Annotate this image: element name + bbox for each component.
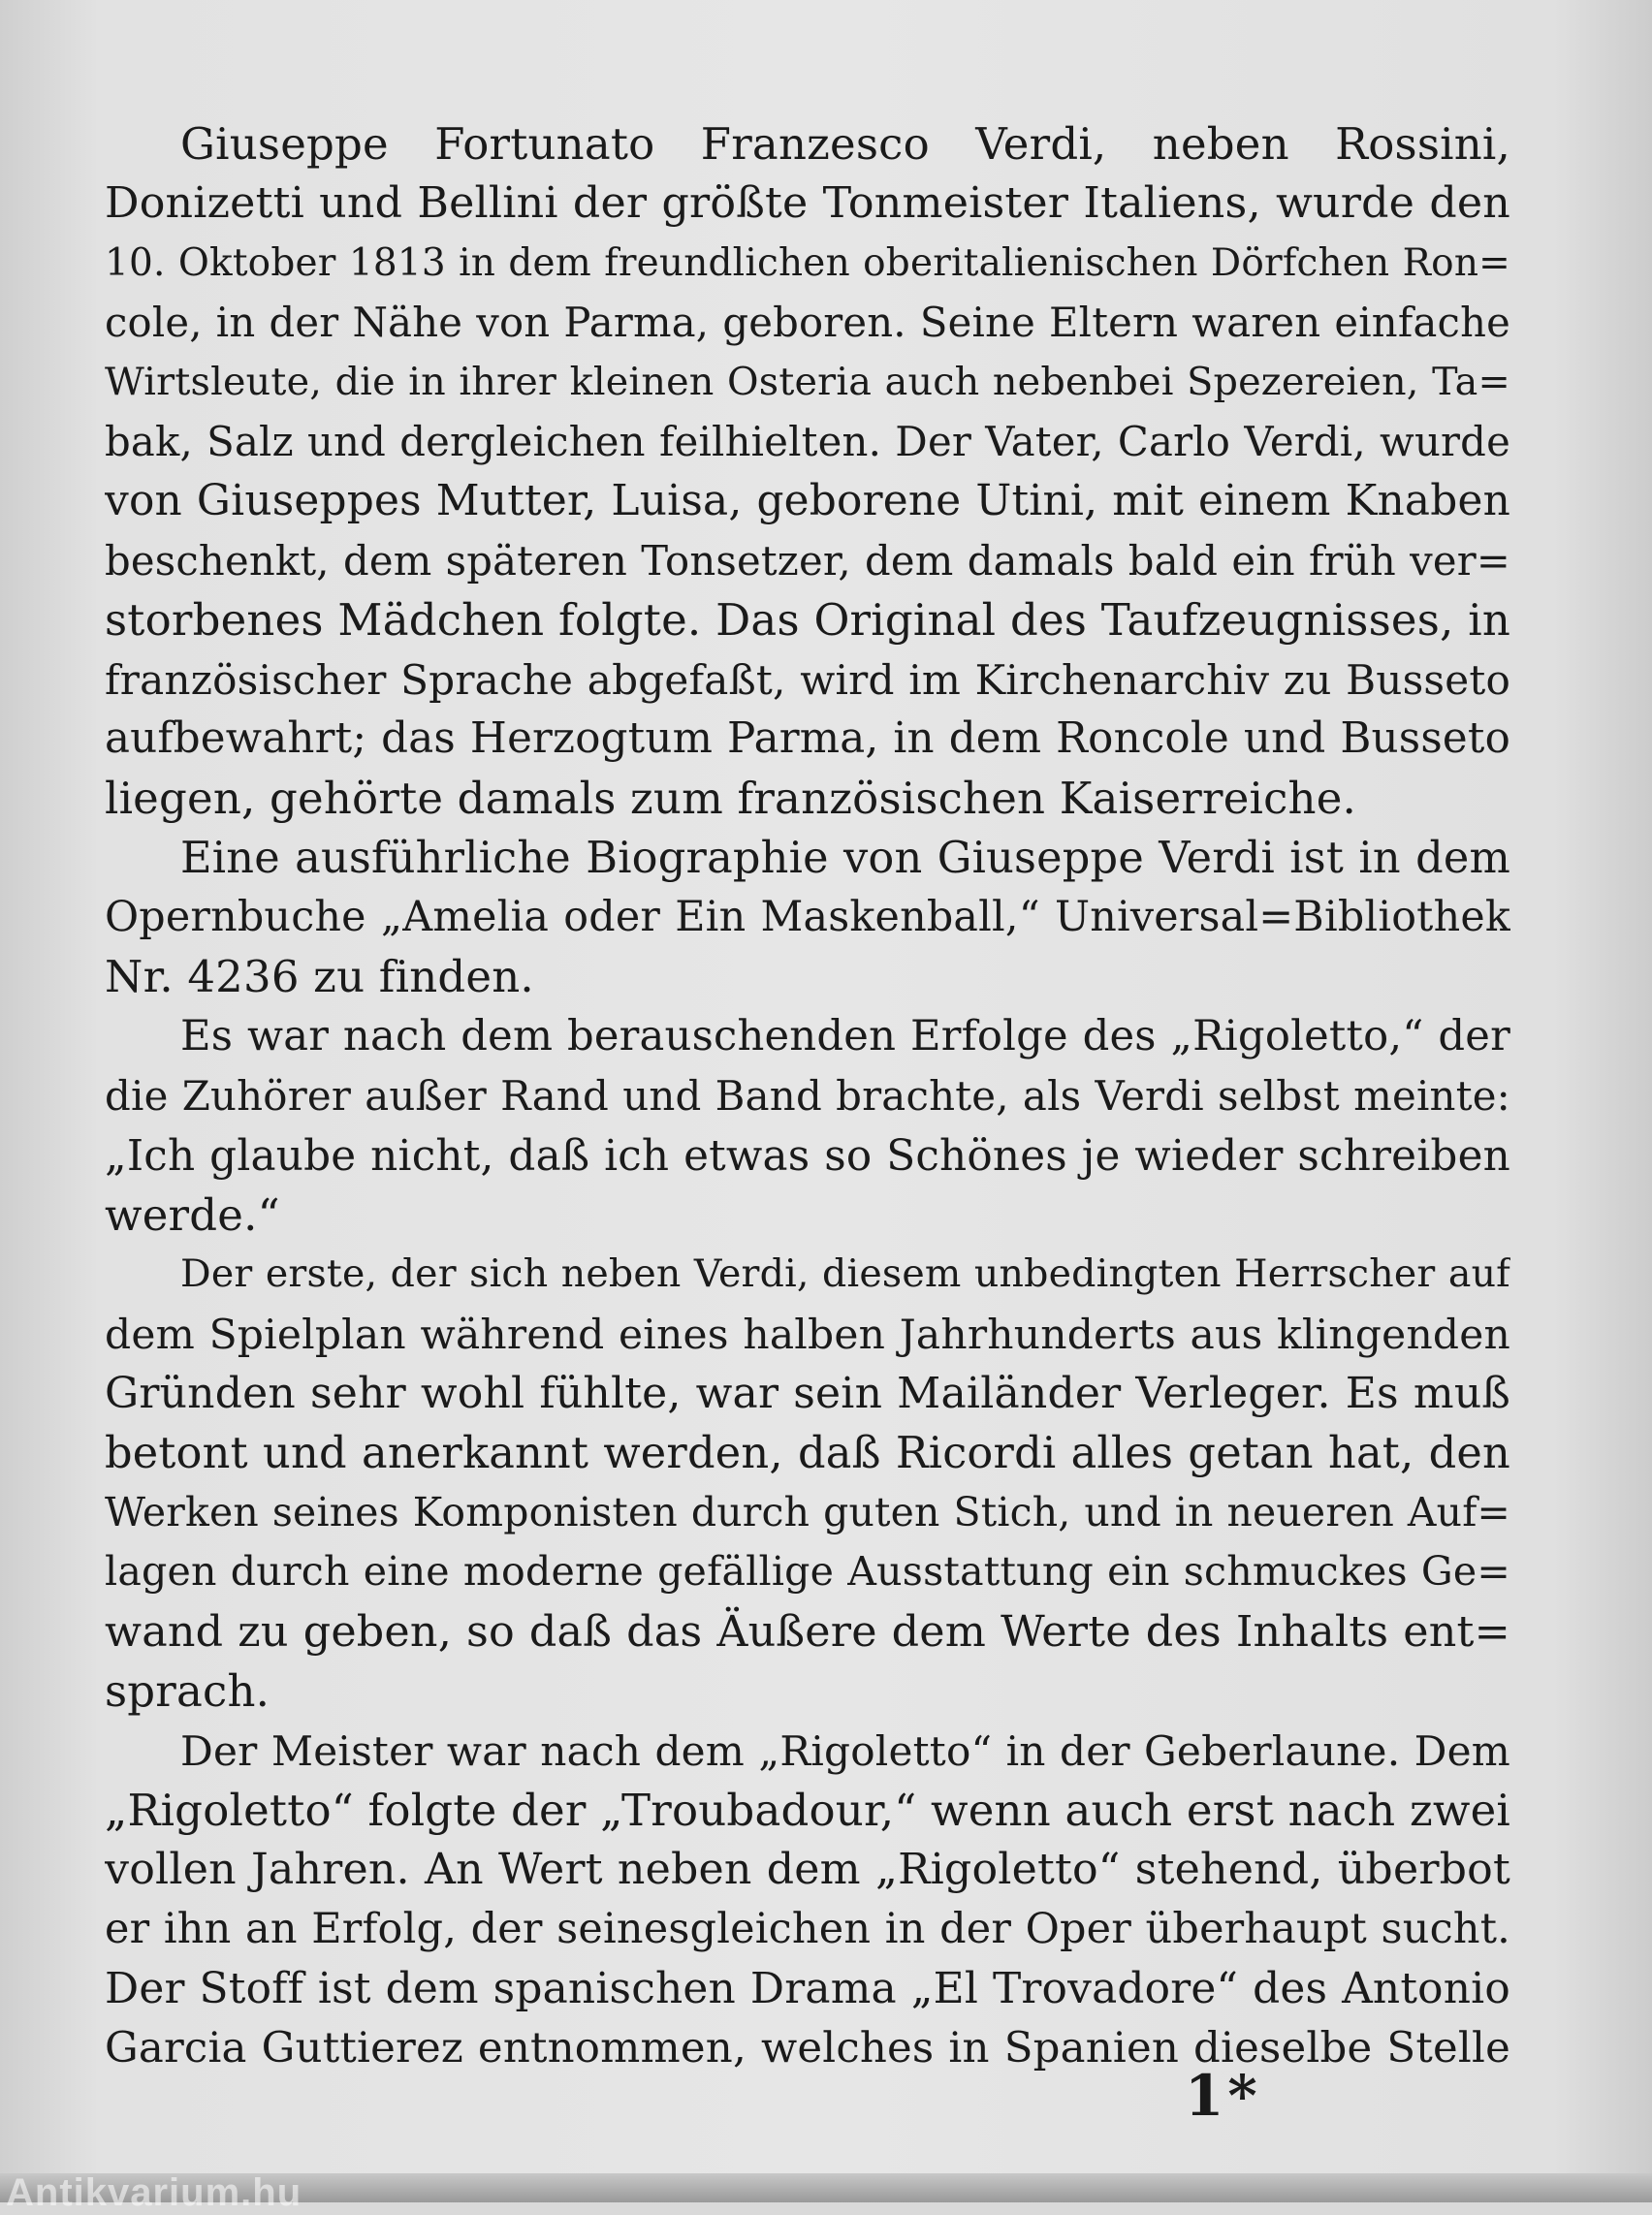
text-line: die Zuhörer außer Rand und Band brachte, als Verdi selbst meinte: — [105, 1072, 1510, 1121]
text-line: wand zu geben, so daß das Äußere dem Werte des Inhalts ent= — [105, 1606, 1510, 1657]
text-line: von Giuseppes Mutter, Luisa, geborene Utini, mit einem Knaben — [105, 476, 1510, 526]
text-line: dem Spielplan während eines halben Jahrhunderts aus klingenden — [105, 1310, 1510, 1358]
text-line: er ihn an Erfolg, der seinesgleichen in der Oper überhaupt sucht. — [105, 1904, 1510, 1953]
text-line: vollen Jahren. An Wert neben dem „Rigoletto“ stehend, überbot — [105, 1845, 1510, 1895]
text-line: storbenes Mädchen folgte. Das Original des Taufzeugnisses, in — [105, 594, 1510, 647]
text-line: Der Meister war nach dem „Rigoletto“ in der Geberlaune. Dem — [180, 1726, 1510, 1775]
text-line: Giuseppe Fortunato Franzesco Verdi, neben Rossini, — [180, 118, 1510, 170]
text-line: cole, in der Nähe von Parma, geboren. Seine Eltern waren einfache — [105, 299, 1510, 347]
paragraph-3 — [105, 1007, 1510, 1246]
text-line: werde.“ — [105, 1189, 280, 1242]
text-line: sprach. — [105, 1665, 270, 1718]
paragraph-4 — [105, 1245, 1510, 1721]
page-number: 1* — [1185, 2063, 1261, 2129]
text-line: „Rigoletto“ folgte der „Troubadour,“ wenn auch erst nach zwei — [105, 1784, 1510, 1836]
text-line: Donizetti und Bellini der größte Tonmeister Italiens, wurde den — [105, 178, 1510, 229]
text-line: betont und anerkannt werden, daß Ricordi alles getan hat, den — [105, 1427, 1510, 1478]
text-line: Der Stoff ist dem spanischen Drama „El Trovadore“ des Antonio — [105, 1964, 1510, 2014]
text-line: Gründen sehr wohl fühlte, war sein Mailänder Verleger. Es muß — [105, 1369, 1510, 1419]
watermark: Antikvarium.hu — [6, 2171, 302, 2214]
text-line: Opernbuche „Amelia oder Ein Maskenball,“ Universal=Bibliothek — [105, 893, 1510, 942]
text-line: liegen, gehörte damals zum französischen Kaiserreiche. — [105, 773, 1357, 825]
text-line: französischer Sprache abgefaßt, wird im Kirchenarchiv zu Busseto — [105, 655, 1510, 704]
text-line: Garcia Guttierez entnommen, welches in Spanien dieselbe Stelle — [105, 2023, 1510, 2073]
paragraph-5 — [105, 1722, 1510, 2078]
paragraph-2 — [105, 829, 1510, 1007]
body-text — [105, 114, 1510, 2078]
text-line: Wirtsleute, die in ihrer kleinen Osteria auch nebenbei Spezereien, Ta= — [105, 359, 1510, 404]
text-line: Werken seines Komponisten durch guten Stich, und in neueren Auf= — [105, 1488, 1510, 1535]
text-line: Der erste, der sich neben Verdi, diesem unbedingten Herrscher auf — [180, 1251, 1510, 1297]
text-line: lagen durch eine moderne gefällige Ausstattung ein schmuckes Ge= — [105, 1548, 1510, 1596]
paragraph-1 — [105, 114, 1510, 829]
text-line: aufbewahrt; das Herzogtum Parma, in dem Roncole und Busseto — [105, 713, 1510, 763]
text-line: Nr. 4236 zu finden. — [105, 951, 534, 1003]
text-line: Es war nach dem berauschenden Erfolge des „Rigoletto,“ der — [180, 1011, 1510, 1060]
text-line: „Ich glaube nicht, daß ich etwas so Schönes je wieder schreiben — [105, 1130, 1510, 1181]
text-line: Eine ausführliche Biographie von Giuseppe Verdi ist in dem — [180, 832, 1510, 883]
text-line: bak, Salz und dergleichen feilhielten. Der Vater, Carlo Verdi, wurde — [105, 417, 1510, 465]
text-line: 10. Oktober 1813 in dem freundlichen oberitalienischen Dörfchen Ron= — [105, 240, 1510, 285]
text-line: beschenkt, dem späteren Tonsetzer, dem damals bald ein früh ver= — [105, 536, 1510, 585]
